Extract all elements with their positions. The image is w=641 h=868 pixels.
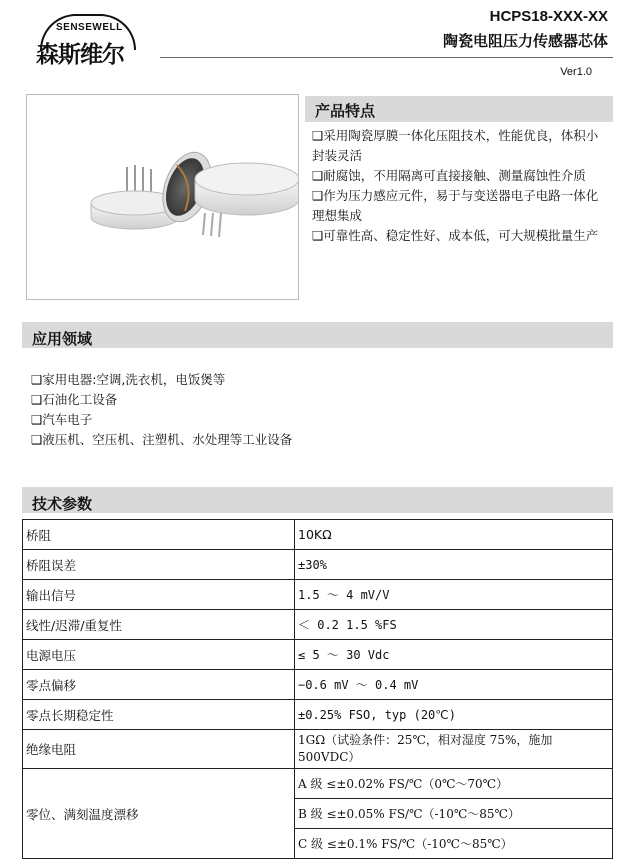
company-logo	[34, 12, 144, 68]
table-row	[23, 550, 613, 580]
tech-specs-heading: 技术参数	[22, 487, 613, 513]
logo-english-text: SENSEWELL	[56, 22, 123, 33]
spec-value: 1GΩ（试验条件：25℃，相对湿度 75%，施加 500VDC）	[295, 730, 613, 769]
table-row	[23, 769, 613, 799]
application-item: ❑石油化工设备	[31, 392, 118, 407]
header-divider	[160, 57, 613, 58]
product-name: 陶瓷电阻压力传感器芯体	[442, 32, 608, 50]
document-version: Ver1.0	[560, 66, 592, 78]
table-row	[23, 580, 613, 610]
logo-chinese-text: 森斯维尔	[36, 42, 124, 68]
spec-value: 1.5 ～ 4 mV/V	[295, 580, 613, 610]
spec-value: ≤ 5 ～ 30 Vdc	[295, 640, 613, 670]
spec-label: 零点长期稳定性	[23, 700, 295, 730]
sensor-right	[195, 163, 298, 237]
features-heading: 产品特点	[305, 96, 613, 122]
spec-label: 桥阻误差	[23, 550, 295, 580]
spec-label: 零位、满刻温度漂移	[23, 769, 295, 859]
spec-value: 10KΩ	[295, 520, 613, 550]
application-item: ❑家用电器:空调,洗衣机，电饭煲等	[31, 372, 226, 387]
feature-item: ❑作为压力感应元件，易于与变送器电子电路一体化理想集成	[312, 188, 599, 223]
spec-value: B 级 ≤±0.05% FS/℃（-10℃～85℃）	[295, 799, 613, 829]
spec-label: 线性/迟滞/重复性	[23, 610, 295, 640]
table-row	[23, 520, 613, 550]
spec-value: A 级 ≤±0.02% FS/℃（0℃～70℃）	[295, 769, 613, 799]
applications-list	[31, 370, 292, 450]
spec-value: ±0.25% FSO, typ (20℃)	[295, 700, 613, 730]
application-item: ❑液压机、空压机、注塑机、水处理等工业设备	[31, 432, 293, 447]
spec-label: 桥阻	[23, 520, 295, 550]
spec-value: ±30%	[295, 550, 613, 580]
feature-item: ❑耐腐蚀，不用隔离可直接接触、测量腐蚀性介质	[312, 168, 586, 183]
table-row	[23, 610, 613, 640]
spec-value: −0.6 mV ～ 0.4 mV	[295, 670, 613, 700]
spec-label: 绝缘电阻	[23, 730, 295, 769]
spec-value: C 级 ≤±0.1% FS/℃（-10℃～85℃）	[295, 829, 613, 859]
features-list	[312, 126, 610, 246]
table-row	[23, 640, 613, 670]
spec-value: ＜ 0.2 1.5 %FS	[295, 610, 613, 640]
feature-item: ❑可靠性高、稳定性好、成本低，可大规模批量生产	[312, 228, 599, 243]
product-photo	[26, 94, 299, 300]
feature-item: ❑采用陶瓷厚膜一体化压阻技术，性能优良，体积小封装灵活	[312, 128, 599, 163]
applications-heading: 应用领域	[22, 322, 613, 348]
table-row	[23, 730, 613, 769]
application-item: ❑汽车电子	[31, 412, 93, 427]
spec-label: 零点偏移	[23, 670, 295, 700]
table-row	[23, 670, 613, 700]
tech-specs-table	[22, 519, 613, 859]
model-number: HCPS18-XXX-XX	[489, 8, 608, 25]
spec-label: 输出信号	[23, 580, 295, 610]
table-row	[23, 700, 613, 730]
spec-label: 电源电压	[23, 640, 295, 670]
